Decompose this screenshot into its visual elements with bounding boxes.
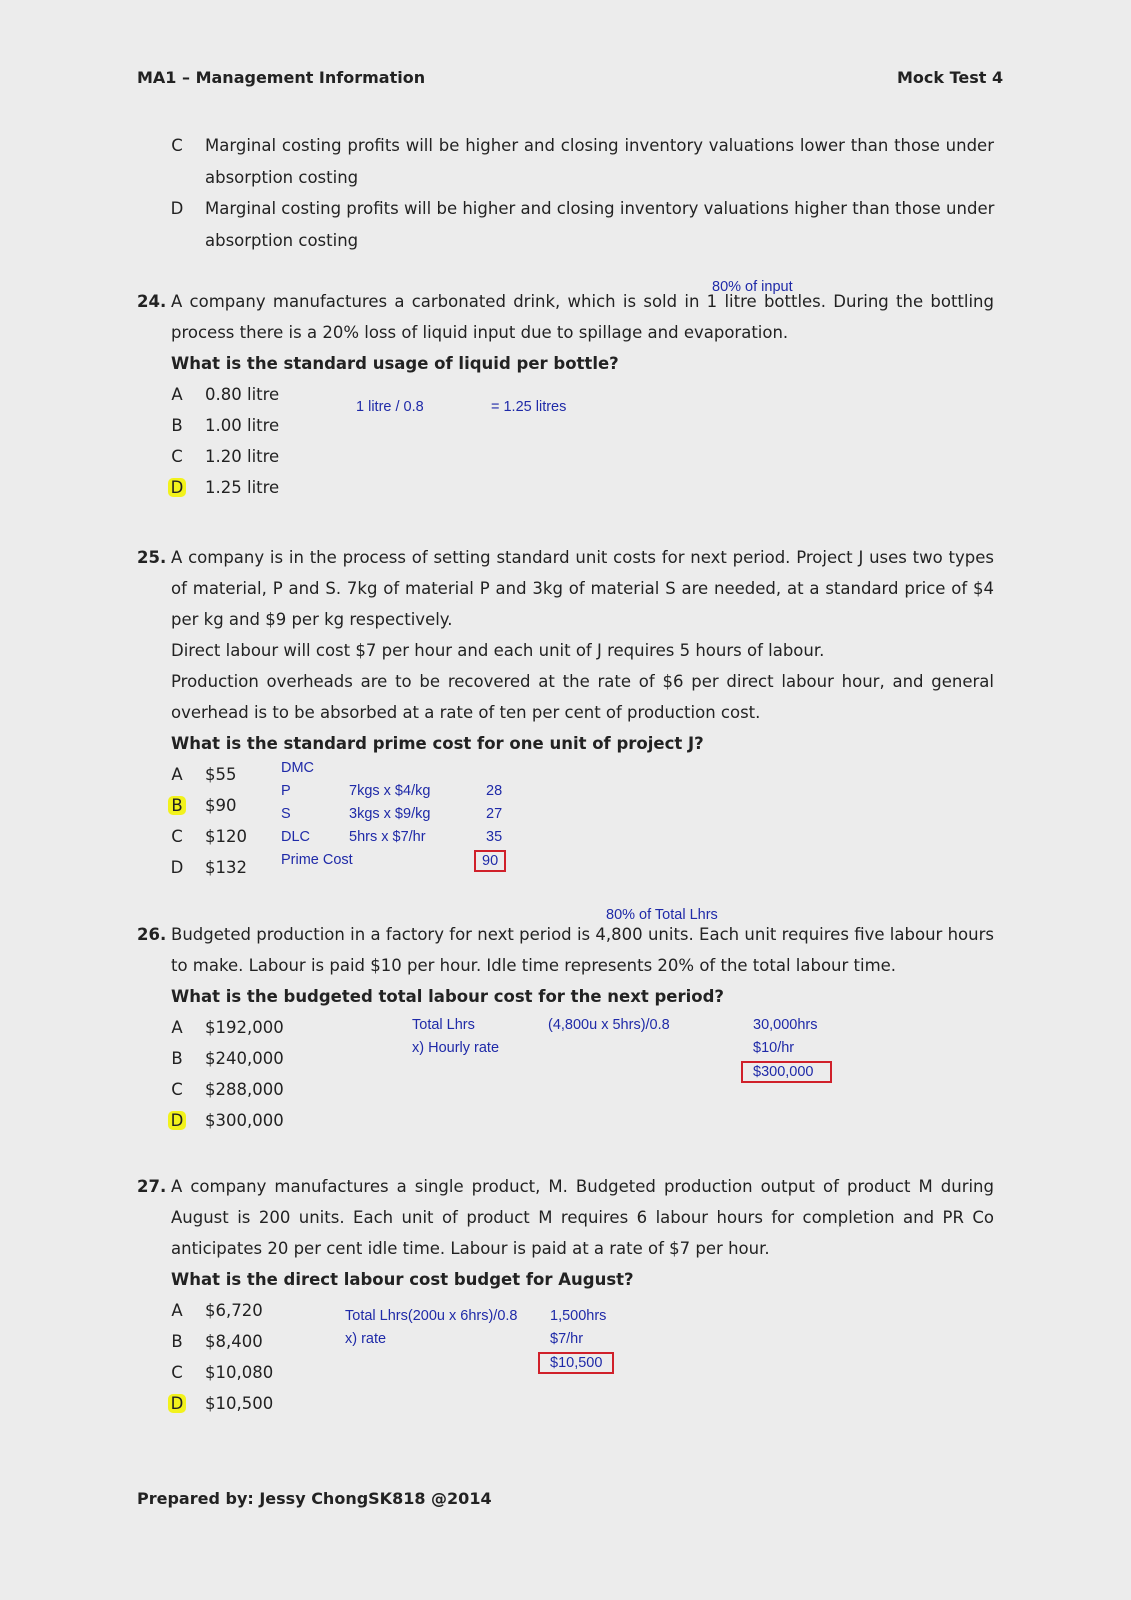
question-text: anticipates 20 per cent idle time. Labour is paid at a rate of $7 per hour. (171, 1239, 770, 1258)
option-letter: A (171, 1018, 183, 1037)
header-test-number: Mock Test 4 (897, 68, 1004, 87)
working-total-boxed: $300,000 (741, 1061, 832, 1083)
working-amount: 27 (486, 806, 503, 822)
question-text: to make. Labour is paid $10 per hour. Idle time represents 20% of the total labour time. (171, 956, 897, 975)
question-prompt: What is the standard prime cost for one unit of project J? (171, 734, 704, 753)
option-letter: C (171, 447, 183, 466)
question-text: A company manufactures a carbonated drink, which is sold in 1 litre bottles. During the bottling (171, 292, 994, 311)
working-label: x) rate (345, 1331, 387, 1347)
option-value: 1.00 litre (205, 416, 280, 435)
option-value: $288,000 (205, 1080, 284, 1099)
question-text: A company manufactures a single product, M. Budgeted production output of product M during (171, 1177, 994, 1196)
footer-credit: Prepared by: Jessy ChongSK818 @2014 (137, 1489, 492, 1508)
option-value: $90 (205, 796, 237, 815)
working-amount: 35 (486, 829, 503, 845)
question-text: per kg and $9 per kg respectively. (171, 610, 453, 629)
question-number: 24. (137, 292, 167, 311)
working-heading: DMC (281, 760, 315, 776)
answer-highlight: D (168, 1394, 186, 1413)
working-label: S (281, 806, 291, 822)
question-text: overhead is to be absorbed at a rate of ten per cent of production cost. (171, 703, 761, 722)
option-value: $132 (205, 858, 247, 877)
option-text: Marginal costing profits will be higher and closing inventory valuations lower than those under (205, 136, 994, 155)
option-value: $192,000 (205, 1018, 284, 1037)
annotation-note: 80% of input (712, 279, 793, 295)
working-result: = 1.25 litres (491, 399, 567, 415)
question-text: of material, P and S. 7kg of material P and 3kg of material S are needed, at a standard price of $4 (171, 579, 994, 598)
working-calc: 7kgs x $4/kg (349, 783, 431, 799)
working-total-boxed: 90 (474, 850, 506, 872)
working-total-label: Prime Cost (281, 852, 353, 868)
option-value: $10,080 (205, 1363, 274, 1382)
option-letter: C (171, 827, 183, 846)
option-letter: D (170, 199, 184, 218)
option-letter: C (171, 1363, 183, 1382)
working-note: 1 litre / 0.8 (356, 399, 424, 415)
option-letter: B (171, 1332, 183, 1351)
option-value: 1.25 litre (205, 478, 280, 497)
question-prompt: What is the direct labour cost budget for August? (171, 1270, 634, 1289)
option-value: $300,000 (205, 1111, 284, 1130)
working-total-boxed: $10,500 (538, 1352, 614, 1374)
working-calc: (4,800u x 5hrs)/0.8 (548, 1017, 670, 1033)
option-text-cont: absorption costing (205, 231, 359, 250)
working-calc: 3kgs x $9/kg (349, 806, 431, 822)
option-letter: A (171, 765, 183, 784)
option-text: Marginal costing profits will be higher and closing inventory valuations higher than those under (205, 199, 995, 218)
working-amount: 28 (486, 783, 503, 799)
question-text: A company is in the process of setting standard unit costs for next period. Project J uses two types (171, 548, 994, 567)
answer-highlight: D (168, 1111, 186, 1130)
question-text: Budgeted production in a factory for next period is 4,800 units. Each unit requires five labour hours (171, 925, 994, 944)
working-label: x) Hourly rate (412, 1040, 500, 1056)
option-value: $55 (205, 765, 237, 784)
option-letter: C (171, 1080, 183, 1099)
working-calc: 5hrs x $7/hr (349, 829, 426, 845)
option-value: $6,720 (205, 1301, 263, 1320)
option-value: 0.80 litre (205, 385, 280, 404)
answer-highlight: B (168, 796, 186, 815)
answer-highlight: D (168, 478, 186, 497)
option-text-cont: absorption costing (205, 168, 359, 187)
question-number: 27. (137, 1177, 167, 1196)
option-letter: B (171, 416, 183, 435)
working-result: $10/hr (753, 1040, 795, 1056)
question-number: 25. (137, 548, 167, 567)
option-letter: A (171, 1301, 183, 1320)
question-text: process there is a 20% loss of liquid input due to spillage and evaporation. (171, 323, 789, 342)
option-value: $8,400 (205, 1332, 263, 1351)
header-title: MA1 – Management Information (137, 68, 426, 87)
working-label: DLC (281, 829, 311, 845)
option-value: 1.20 litre (205, 447, 280, 466)
working-label: P (281, 783, 291, 799)
working-result: 30,000hrs (753, 1017, 818, 1033)
question-prompt: What is the standard usage of liquid per bottle? (171, 354, 619, 373)
working-label: Total Lhrs(200u x 6hrs)/0.8 (345, 1308, 518, 1324)
question-text: Production overheads are to be recovered at the rate of $6 per direct labour hour, and general (171, 672, 994, 691)
option-value: $120 (205, 827, 247, 846)
option-letter: B (171, 1049, 183, 1068)
question-text: Direct labour will cost $7 per hour and each unit of J requires 5 hours of labour. (171, 641, 825, 660)
option-letter: A (171, 385, 183, 404)
option-value: $240,000 (205, 1049, 284, 1068)
question-number: 26. (137, 925, 167, 944)
working-result: 1,500hrs (550, 1308, 607, 1324)
question-prompt: What is the budgeted total labour cost for the next period? (171, 987, 724, 1006)
option-letter: D (170, 858, 184, 877)
question-text: August is 200 units. Each unit of product M requires 6 labour hours for completion and PR Co (171, 1208, 994, 1227)
working-result: $7/hr (550, 1331, 584, 1347)
option-value: $10,500 (205, 1394, 274, 1413)
option-letter: C (171, 136, 183, 155)
working-label: Total Lhrs (412, 1017, 475, 1033)
annotation-note: 80% of Total Lhrs (606, 907, 718, 923)
